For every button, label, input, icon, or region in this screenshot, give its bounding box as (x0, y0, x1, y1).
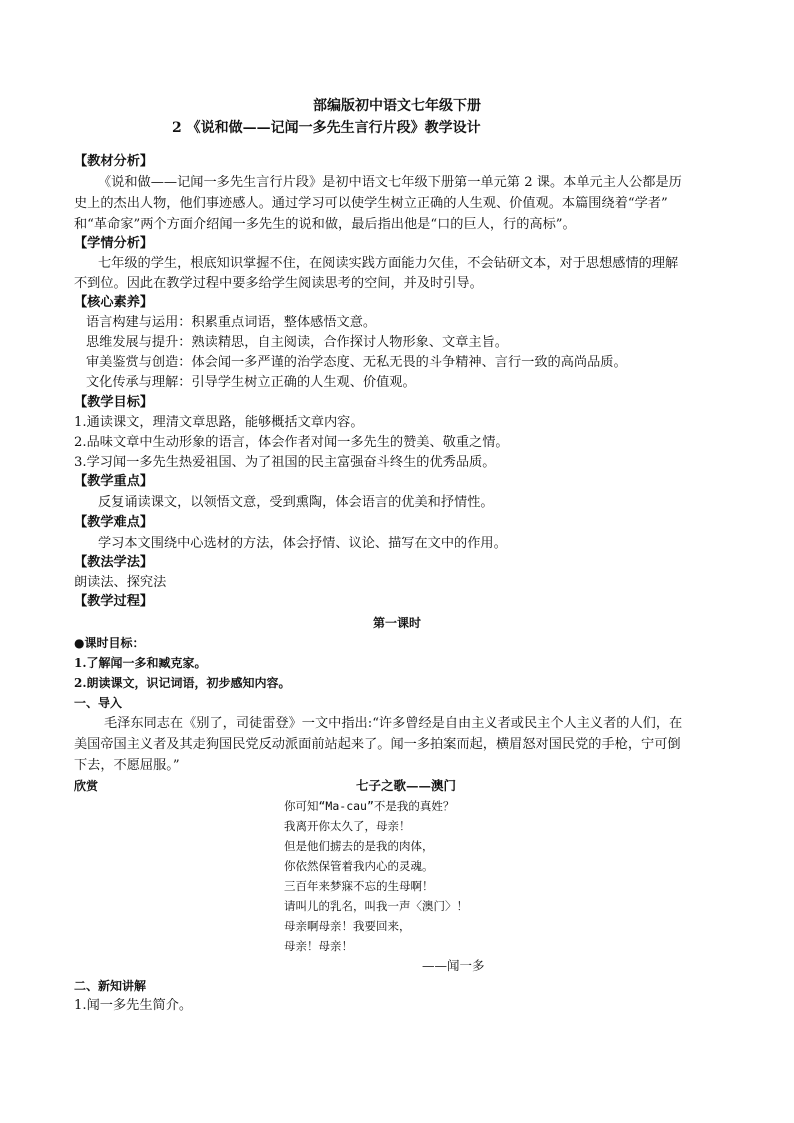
appreciate-label: 欣赏 (74, 779, 99, 793)
analysis-line: 和“革命家”两个方面介绍闻一多先生的说和做，最后指出他是“口的巨人，行的高标”。 (74, 217, 576, 232)
literacy-line: 思维发展与提升：熟读精思，自主阅读，合作探讨人物形象、文章主旨。 (86, 335, 508, 350)
section-heading-difficulties: 【教学难点】 (74, 515, 154, 530)
analysis-line: 《说和做——记闻一多先生言行片段》是初中语文七年级下册第一单元第 2 课。本单元主人公都是历 (98, 175, 682, 190)
poem-author: ——闻一多 (422, 958, 485, 973)
keypoint-line: 反复诵读课文，以领悟文意，受到熏陶，体会语言的优美和抒情性。 (98, 495, 494, 510)
section-heading-goals: 【教学目标】 (74, 395, 154, 410)
analysis-line: 史上的杰出人物，他们事迹感人。通过学习可以使学生树立正确的人生观、价值观。本篇围绕着“学者” (74, 196, 668, 211)
intro-line: 美国帝国主义者及其走狗国民党反动派面前站起来了。闻一多拍案而起，横眉怒对国民党的手枪，宁可倒 (74, 737, 681, 752)
section-heading-process: 【教学过程】 (74, 594, 154, 609)
document-subtitle: 2 《说和做——记闻一多先生言行片段》教学设计 (172, 120, 481, 136)
lesson-target-item: 1.了解闻一多和臧克家。 (74, 656, 207, 670)
poem-line: 三百年来梦寐不忘的生母啊！ (284, 879, 434, 893)
poem-line: 母亲啊母亲！我要回来， (284, 919, 411, 933)
poem-line: 你可知“Ma-cau”不是我的真姓？ (284, 799, 455, 813)
section-heading-students: 【学情分析】 (74, 236, 154, 251)
literacy-line: 审美鉴赏与创造：体会闻一多严谨的治学态度、无私无畏的斗争精神、言行一致的高尚品质。 (86, 355, 627, 370)
poem-line: 请叫儿的乳名，叫我一声〈澳门〉！ (284, 899, 468, 913)
section-heading-methods: 【教法学法】 (74, 555, 154, 570)
goal-item: 1.通读课文，理清文章思路，能够概括文章内容。 (74, 415, 364, 430)
poem-line: 我离开你太久了，母亲！ (284, 819, 411, 833)
document-title: 部编版初中语文七年级下册 (313, 98, 481, 114)
intro-line: 下去，不愿屈服。” (74, 758, 180, 773)
section-heading-keypoints: 【教学重点】 (74, 474, 154, 489)
poem-line: 母亲！母亲！ (284, 939, 353, 953)
methods-line: 朗读法、探究法 (74, 575, 167, 590)
new-knowledge-heading: 二、新知讲解 (74, 979, 147, 993)
literacy-line: 语言构建与运用：积累重点词语，整体感悟文意。 (86, 315, 377, 330)
lesson-target-item: 2.朗读课文，识记词语，初步感知内容。 (74, 676, 291, 690)
students-line: 七年级的学生，根底知识掌握不住，在阅读实践方面能力欠佳，不会钻研文本，对于思想感情的理解 (98, 256, 679, 271)
intro-line: 毛泽东同志在《别了，司徒雷登》一文中指出:“许多曾经是自由主义者或民主个人主义者的人们，在 (104, 716, 683, 731)
poem-title: 七子之歌——澳门 (356, 778, 457, 793)
literacy-line: 文化传承与理解：引导学生树立正确的人生观、价值观。 (86, 375, 416, 390)
difficulty-line: 学习本文围绕中心选材的方法，体会抒情、议论、描写在文中的作用。 (98, 536, 507, 551)
new-knowledge-item: 1.闻一多先生简介。 (74, 998, 193, 1013)
goal-item: 2.品味文章中生动形象的语言，体会作者对闻一多先生的赞美、敬重之情。 (74, 435, 509, 450)
poem-line: 但是他们掳去的是我的肉体， (284, 839, 434, 853)
section-heading-literacy: 【核心素养】 (74, 295, 154, 310)
section-heading-analysis: 【教材分析】 (74, 154, 154, 169)
period-title: 第一课时 (372, 616, 421, 630)
students-line: 不到位。因此在教学过程中要多给学生阅读思考的空间，并及时引导。 (74, 276, 483, 291)
poem-line: 你依然保管着我内心的灵魂。 (284, 859, 434, 873)
goal-item: 3.学习闻一多先生热爱祖国、为了祖国的民主富强奋斗终生的优秀品质。 (74, 455, 496, 470)
lesson-target-heading: ●课时目标： (74, 636, 145, 650)
intro-heading: 一、导入 (74, 696, 123, 710)
